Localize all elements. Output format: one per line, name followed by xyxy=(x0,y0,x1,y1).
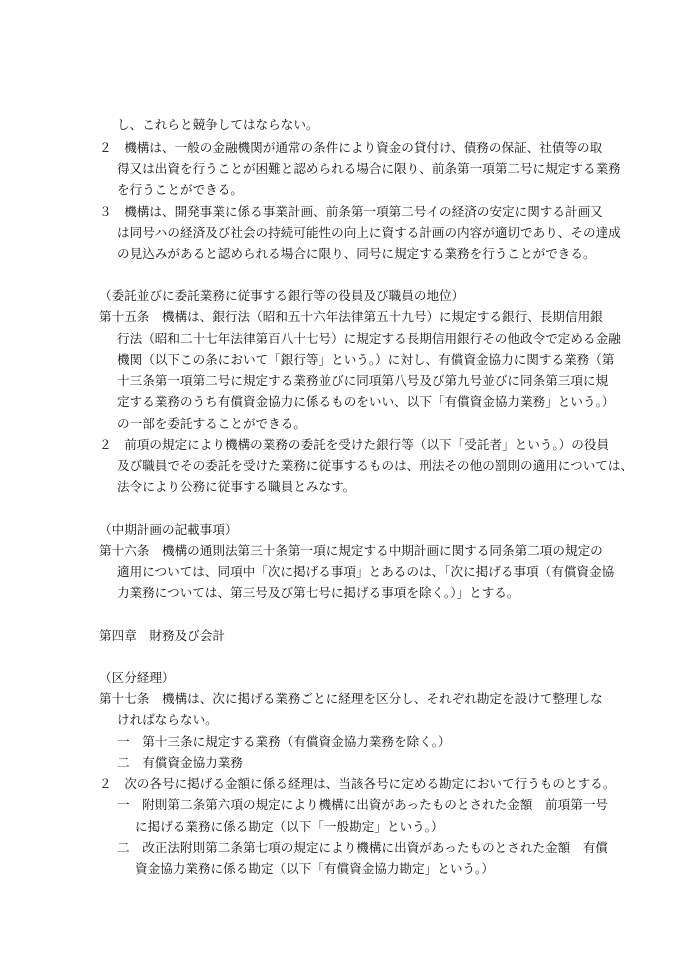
text-line: ２ 次の各号に掲げる金額に係る経理は、当該各号に定める勘定において行うものとする。 xyxy=(99,776,616,791)
text-line: 二 有償資金協力業務 xyxy=(117,755,243,770)
text-line: 一 第十三条に規定する業務（有償資金協力業務を除く。） xyxy=(117,734,451,749)
text-line: の見込みがあると認められる場合に限り、同号に規定する業務を行うことができる。 xyxy=(117,246,596,261)
text-line: 第十五条 機構は、銀行法（昭和五十六年法律第五十九号）に規定する銀行、長期信用銀 xyxy=(99,309,603,324)
text-line: 資金協力業務に係る勘定（以下「有償資金協力勘定」という。） xyxy=(135,861,494,876)
text-line: 二 改正法附則第二条第七項の規定により機構に出資があったものとされた金額 有償 xyxy=(117,840,609,855)
text-line: 法令により公務に従事する職員とみなす。 xyxy=(117,479,356,494)
text-line: に掲げる業務に係る勘定（以下「一般勘定」という。） xyxy=(135,819,444,834)
text-line: 機関（以下この条において「銀行等」という。）に対し、有償資金協力に関する業務（第 xyxy=(117,352,615,367)
section-caption: （中期計画の記載事項） xyxy=(99,522,238,537)
section-caption: （区分経理） xyxy=(99,670,175,685)
text-line: 定する業務のうち有償資金協力に係るものをいい、以下「有償資金協力業務」という。） xyxy=(117,394,615,409)
text-line: は同号ハの経済及び社会の持続可能性の向上に資する計画の内容が適切であり、その達成 xyxy=(117,225,621,240)
text-line: 行法（昭和二十七年法律第百八十七号）に規定する長期信用銀行その他政令で定める金融 xyxy=(117,331,621,346)
chapter-heading: 第四章 財務及び会計 xyxy=(99,628,225,643)
text-line: 十三条第一項第二号に規定する業務並びに同項第八号及び第九号並びに同条第三項に規 xyxy=(117,373,609,388)
section-caption: （委託並びに委託業務に従事する銀行等の役員及び職員の地位） xyxy=(99,288,465,303)
text-line: ３ 機構は、開発事業に係る事業計画、前条第一項第二号イの経済の安定に関する計画又 xyxy=(99,204,603,219)
text-line: の一部を委託することができる。 xyxy=(117,416,306,431)
text-line: 得又は出資を行うことが困難と認められる場合に限り、前条第一項第二号に規定する業務 xyxy=(117,161,621,176)
text-line: ければならない。 xyxy=(117,712,218,727)
text-line: し、これらと競争してはならない。 xyxy=(117,117,319,132)
text-line: 第十六条 機構の通則法第三十条第一項に規定する中期計画に関する同条第二項の規定の xyxy=(99,543,603,558)
text-line: 一 附則第二条第六項の規定により機構に出資があったものとされた金額 前項第一号 xyxy=(117,797,609,812)
text-line: 第十七条 機構は、次に掲げる業務ごとに経理を区分し、それぞれ勘定を設けて整理しな xyxy=(99,691,603,706)
text-line: を行うことができる。 xyxy=(117,182,243,197)
text-line: 適用については、同項中「次に掲げる事項」とあるのは、「次に掲げる事項（有償資金協 xyxy=(117,564,615,579)
text-line: ２ 前項の規定により機構の業務の委託を受けた銀行等（以下「受託者」という。）の役員 xyxy=(99,437,610,452)
text-line: 及び職員でその委託を受けた業務に従事するものは、刑法その他の罰則の適用については、 xyxy=(117,458,634,473)
text-line: 力業務については、第三号及び第七号に掲げる事項を除く。）」とする。 xyxy=(117,585,520,600)
text-line: ２ 機構は、一般の金融機関が通常の条件により資金の貸付け、債務の保証、社債等の取 xyxy=(99,140,603,155)
